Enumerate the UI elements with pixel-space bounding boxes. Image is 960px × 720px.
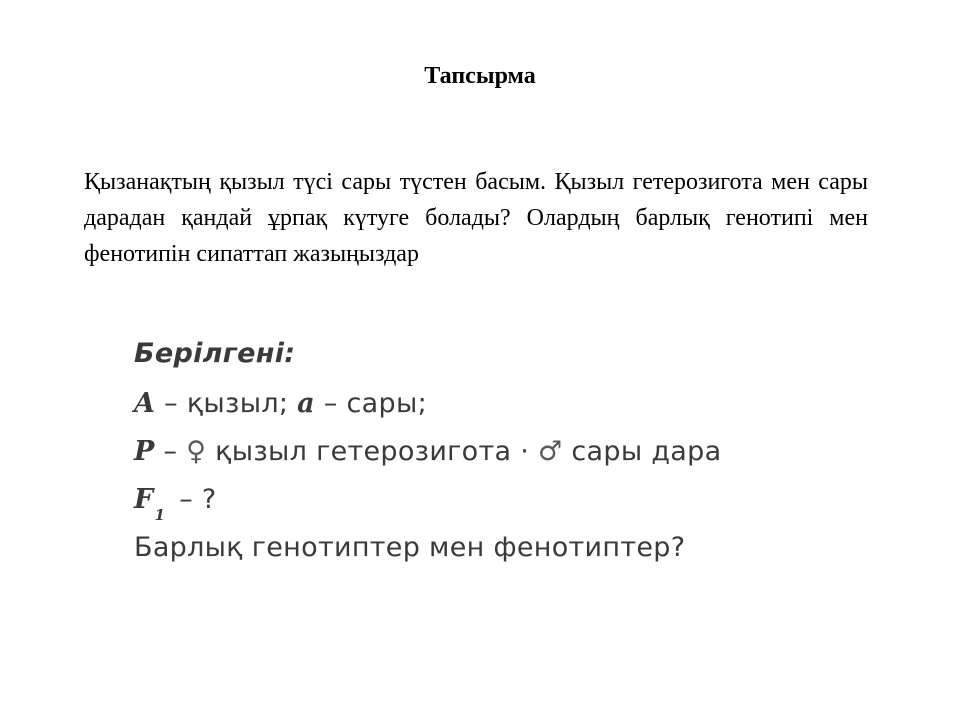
offspring-text: – ? xyxy=(179,484,217,515)
female-parent-text: қызыл гетерозигота · xyxy=(206,436,539,467)
male-icon: ♂ xyxy=(538,436,563,467)
female-icon: ♀ xyxy=(186,436,207,467)
parents-dash: – xyxy=(154,436,187,467)
recessive-allele-text: – сары; xyxy=(314,388,427,419)
dominant-allele-symbol: A xyxy=(134,388,156,419)
given-parents-line xyxy=(134,434,721,470)
task-text: Қызанақтың қызыл түсі сары түстен басым. Қызыл гетерозигота мен сары дарадан қандай ұрпақ күтуге болады? Олардың барлық генотипі мен фенотипін сипаттап жазыңыздар xyxy=(84,169,868,267)
dominant-allele-text: – қызыл; xyxy=(155,388,298,419)
given-offspring-line xyxy=(134,482,217,524)
given-question: Барлық генотиптер мен фенотиптер? xyxy=(134,532,686,563)
recessive-allele-symbol: a xyxy=(297,388,315,419)
given-heading-label: Берілгені: xyxy=(134,338,296,369)
given-heading xyxy=(134,336,295,372)
parents-symbol: P xyxy=(134,436,155,467)
slide-title: Тапсырма xyxy=(424,63,536,89)
offspring-symbol: F xyxy=(134,484,154,515)
offspring-subscript: 1 xyxy=(154,506,166,524)
male-parent-text: сары дара xyxy=(562,436,722,467)
given-block xyxy=(124,330,844,570)
given-allele-line xyxy=(134,386,427,422)
